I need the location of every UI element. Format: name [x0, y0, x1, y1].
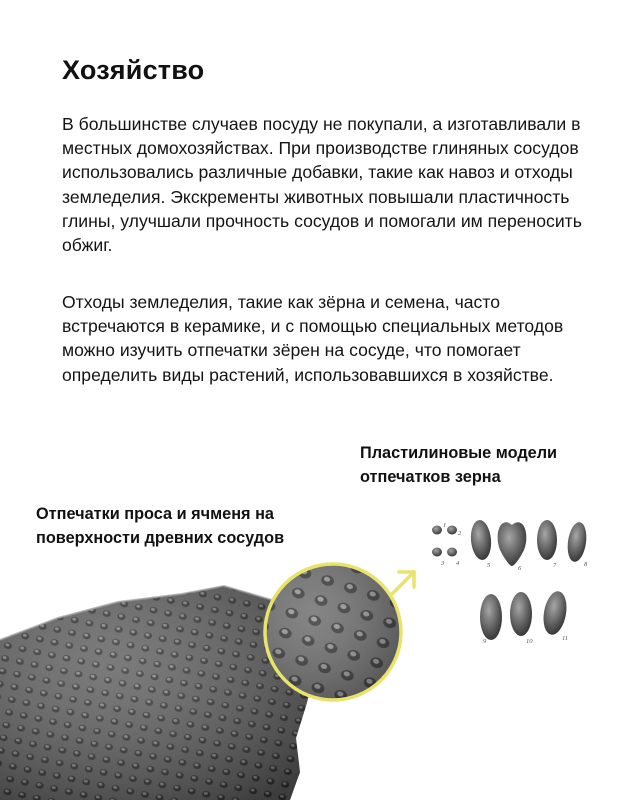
grain-number: 4 — [456, 560, 460, 567]
grain-model — [432, 548, 442, 557]
grain-number: 9 — [483, 638, 487, 645]
grain-number: 10 — [526, 638, 533, 645]
grain-number: 3 — [441, 560, 445, 567]
grain-number: 6 — [518, 565, 522, 572]
grain-model — [540, 589, 569, 636]
grain-model — [480, 594, 502, 640]
grain-number: 1 — [443, 522, 447, 529]
grain-model — [447, 548, 457, 557]
caption-plasticine-models: Пластилиновые модели отпечатков зерна — [360, 444, 558, 486]
grain-models-image — [432, 519, 589, 645]
grain-model — [447, 526, 457, 535]
grain-model — [537, 520, 557, 560]
grain-number: 5 — [487, 562, 491, 569]
grain-number: 7 — [553, 562, 557, 569]
caption-grain-imprints: Отпечатки проса и ячменя на поверхности древних сосудов — [36, 505, 285, 547]
grain-number: 8 — [584, 561, 588, 568]
grain-model — [498, 522, 527, 566]
arrow-up-right-icon — [391, 572, 414, 595]
paragraph-production: В большинстве случаев посуду не покупали, а изготавливали в местных домохозяйствах. При производстве глиняных сосудов использовались различные добавки, такие как навоз и отходы земледелия. Экскременты животных повышали пластичность глины, улучшали прочность сосудов и помогали им переносить обжиг. — [62, 114, 582, 256]
grain-model — [565, 521, 588, 563]
grain-model — [469, 519, 492, 561]
grain-number: 11 — [562, 635, 569, 642]
grain-model — [432, 526, 442, 535]
grain-model — [510, 592, 532, 636]
paragraph-grain-imprints: Отходы земледелия, такие как зёрна и семена, часто встречаются в керамике, и с помощью специальных методов можно изучить отпечатки зёрен на сосуде, что помогает определить виды растений, использовавшихся в хозяйстве. — [62, 292, 564, 385]
grain-number: 2 — [458, 530, 462, 537]
page-title: Хозяйство — [62, 55, 205, 85]
